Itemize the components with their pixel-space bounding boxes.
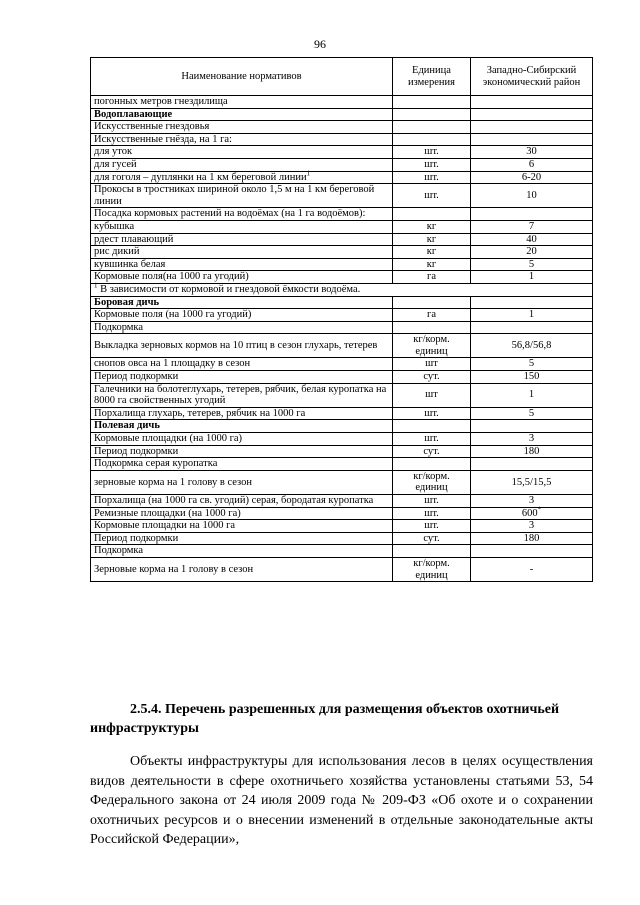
cell-unit: [393, 545, 471, 558]
cell-value-text: 56,8/56,8: [511, 340, 552, 352]
cell-unit: [393, 121, 471, 134]
cell-unit: кг: [393, 233, 471, 246]
cell-name: [91, 233, 393, 246]
cell-value: [471, 532, 593, 545]
cell-unit: кг: [393, 220, 471, 233]
cell-value: [471, 96, 593, 109]
cell-name-text: рдест плавающий: [94, 233, 174, 245]
table-row: [91, 358, 593, 371]
cell-name-text: для гусей: [94, 158, 137, 170]
cell-unit: шт.: [393, 146, 471, 159]
cell-value-text: 30: [526, 146, 537, 158]
cell-unit: [393, 133, 471, 146]
footnote-cell: [91, 283, 593, 296]
table-row: [91, 470, 593, 494]
cell-value-text: 150: [523, 371, 540, 383]
cell-value: [471, 458, 593, 471]
cell-name: [91, 296, 393, 309]
cell-name-text: Боровая дичь: [94, 296, 160, 308]
cell-name: [91, 458, 393, 471]
cell-value-text: 1: [528, 389, 535, 401]
table-row: [91, 246, 593, 259]
cell-value-text: 6-20: [521, 171, 542, 183]
body-paragraph: Объекты инфраструктуры для использования лесов в целях осуществления видов деятельности в сфере охотничьего хозяйства установлены статьями 53, 54 Федерального закона от 24 июля 2009 года № 209-ФЗ «Об охоте и о сохранении охотничьих ресурсов и о внесении изменений в отдельные законодательные акты Российской Федерации»,: [90, 754, 593, 847]
cell-value: [471, 233, 593, 246]
cell-name: [91, 383, 393, 407]
table-row: [91, 520, 593, 533]
cell-unit: сут.: [393, 532, 471, 545]
table-row: [91, 557, 593, 581]
cell-name: [91, 420, 393, 433]
cell-unit: [393, 208, 471, 221]
cell-value: [471, 358, 593, 371]
cell-name: [91, 246, 393, 259]
cell-value: [471, 507, 593, 520]
table-row: [91, 233, 593, 246]
table-row: [91, 545, 593, 558]
cell-name-text: кувшинка белая: [94, 258, 166, 270]
cell-value-text: 5: [528, 407, 535, 419]
cell-value: [471, 158, 593, 171]
cell-unit: [393, 108, 471, 121]
table-row: [91, 158, 593, 171]
cell-value: [471, 545, 593, 558]
cell-unit: шт: [393, 358, 471, 371]
table-row: [91, 433, 593, 446]
cell-name-text: Прокосы в тростниках шириной около 1,5 м на 1 км береговой линии: [94, 184, 375, 207]
header-region: Западно-Сибирский экономический район: [471, 58, 593, 96]
table-row: [91, 121, 593, 134]
cell-name: [91, 433, 393, 446]
cell-name-text: Посадка кормовых растений на водоёмах (на 1 га водоёмов):: [94, 208, 366, 220]
cell-value: [471, 371, 593, 384]
header-unit: Единица измерения: [393, 58, 471, 96]
cell-value: [471, 146, 593, 159]
cell-value-text: 180: [523, 532, 540, 544]
cell-value-text: 5: [528, 258, 535, 270]
footnote-text: В зависимости от кормовой и гнездовой ёмкости водоёма.: [100, 283, 361, 295]
cell-value: [471, 433, 593, 446]
table-row: [91, 258, 593, 271]
cell-value-text: 180: [523, 445, 540, 457]
cell-value-text: 3: [528, 433, 535, 445]
cell-unit: шт.: [393, 507, 471, 520]
cell-value: [471, 557, 593, 581]
cell-value: [471, 420, 593, 433]
value-footnote-mark: *: [537, 505, 542, 514]
cell-unit: га: [393, 309, 471, 322]
cell-unit: кг: [393, 258, 471, 271]
table-row: [91, 283, 593, 296]
table-row: [91, 507, 593, 520]
cell-value: [471, 258, 593, 271]
cell-value-text: 6: [528, 158, 535, 170]
section-heading: 2.5.4. Перечень разрешенных для размещения объектов охотничьей инфраструктуры: [90, 702, 560, 736]
table-header-row: [91, 58, 593, 96]
cell-value: [471, 133, 593, 146]
cell-name: [91, 133, 393, 146]
footnote-mark: 1: [94, 281, 98, 290]
table-row: [91, 383, 593, 407]
cell-name: [91, 96, 393, 109]
cell-unit: шт.: [393, 171, 471, 184]
cell-name: [91, 108, 393, 121]
table-row: [91, 146, 593, 159]
table-row: [91, 495, 593, 508]
cell-name: [91, 371, 393, 384]
cell-name: [91, 121, 393, 134]
cell-name-text: Порхалища глухарь, тетерев, рябчик на 1000 га: [94, 407, 306, 419]
table-row: [91, 108, 593, 121]
cell-value: [471, 383, 593, 407]
cell-unit: шт.: [393, 184, 471, 208]
cell-name: [91, 220, 393, 233]
cell-name-text: Порхалища (на 1000 га св. угодий) серая, бородатая куропатка: [94, 495, 374, 506]
cell-name-text: для уток: [94, 146, 133, 158]
cell-name: [91, 271, 393, 284]
cell-name-text: Период подкормки: [94, 445, 179, 457]
cell-name: [91, 495, 393, 508]
cell-unit: кг/корм. единиц: [393, 470, 471, 494]
cell-name: [91, 208, 393, 221]
cell-name: [91, 557, 393, 581]
cell-name: [91, 258, 393, 271]
cell-value-text: 40: [526, 233, 537, 245]
table-row: [91, 133, 593, 146]
cell-value: [471, 321, 593, 334]
cell-unit: кг/корм. единиц: [393, 557, 471, 581]
cell-value-text: 1: [528, 309, 535, 321]
cell-unit: шт.: [393, 407, 471, 420]
cell-value: [471, 171, 593, 184]
table-row: [91, 184, 593, 208]
cell-name: [91, 545, 393, 558]
table-row: [91, 334, 593, 358]
cell-value-text: 5: [528, 358, 535, 370]
cell-name: [91, 445, 393, 458]
table-body: [91, 96, 593, 582]
cell-value: [471, 495, 593, 508]
cell-value: [471, 407, 593, 420]
cell-value-text: -: [529, 563, 534, 575]
cell-name-text: Кормовые площадки на 1000 га: [94, 520, 236, 532]
cell-name: [91, 321, 393, 334]
table-row: [91, 96, 593, 109]
cell-value: [471, 121, 593, 134]
cell-name-text: Водоплавающие: [94, 108, 173, 120]
cell-name: [91, 532, 393, 545]
cell-name-text: снопов овса на 1 площадку в сезон: [94, 358, 251, 370]
table-row: [91, 532, 593, 545]
cell-unit: шт.: [393, 495, 471, 508]
cell-value-text: 15,5/15,5: [511, 476, 552, 488]
cell-name-text: Кормовые площадки (на 1000 га): [94, 433, 243, 445]
cell-name-text: Период подкормки: [94, 371, 179, 383]
table-row: [91, 321, 593, 334]
cell-name-text: Ремизные площадки (на 1000 га): [94, 507, 241, 519]
footnote-ref: 1: [306, 169, 311, 178]
cell-value: [471, 246, 593, 259]
cell-value: [471, 208, 593, 221]
cell-unit: кг/корм. единиц: [393, 334, 471, 358]
table-row: [91, 296, 593, 309]
cell-value: [471, 470, 593, 494]
cell-value-text: 7: [528, 220, 535, 232]
cell-name: [91, 520, 393, 533]
cell-name-text: Зерновые корма на 1 голову в сезон: [94, 563, 254, 575]
cell-name-text: кубышка: [94, 220, 135, 232]
cell-unit: [393, 420, 471, 433]
table-row: [91, 458, 593, 471]
cell-name-text: Искусственные гнёзда, на 1 га:: [94, 133, 232, 145]
cell-value: [471, 108, 593, 121]
cell-name-text: рис дикий: [94, 246, 140, 258]
norms-table: [90, 57, 593, 582]
cell-name: [91, 507, 393, 520]
table-row: [91, 171, 593, 184]
cell-unit: [393, 296, 471, 309]
cell-name-text: погонных метров гнездилища: [94, 96, 228, 107]
cell-value: [471, 520, 593, 533]
cell-unit: [393, 458, 471, 471]
cell-name-text: Галечники на болотеглухарь, тетерев, рябчик, белая куропатка на 8000 га свойственных угодий: [94, 383, 387, 407]
cell-name-text: Кормовые поля(на 1000 га угодий): [94, 271, 249, 283]
cell-unit: шт.: [393, 158, 471, 171]
cell-name: [91, 171, 393, 184]
cell-value: [471, 309, 593, 322]
table-row: [91, 407, 593, 420]
cell-name: [91, 309, 393, 322]
cell-unit: [393, 96, 471, 109]
cell-value: [471, 220, 593, 233]
cell-name-text: Полевая дичь: [94, 420, 160, 432]
table-row: [91, 445, 593, 458]
cell-unit: шт.: [393, 433, 471, 446]
cell-name-text: Подкормка серая куропатка: [94, 458, 218, 470]
cell-unit: [393, 321, 471, 334]
cell-unit: сут.: [393, 371, 471, 384]
cell-value-text: 3: [528, 495, 535, 506]
cell-name: [91, 146, 393, 159]
cell-value-text: 10: [526, 189, 537, 201]
cell-unit: шт.: [393, 520, 471, 533]
cell-value-text: 20: [526, 246, 537, 258]
cell-name: [91, 407, 393, 420]
cell-value: [471, 184, 593, 208]
cell-name: [91, 334, 393, 358]
cell-value-text: 1: [528, 271, 535, 283]
table-row: [91, 208, 593, 221]
cell-name-text: для гоголя – дуплянки на 1 км береговой линии: [94, 171, 307, 183]
cell-unit: га: [393, 271, 471, 284]
cell-name: [91, 158, 393, 171]
cell-name: [91, 470, 393, 494]
header-name: Наименование нормативов: [91, 58, 393, 96]
table-row: [91, 220, 593, 233]
table-row: [91, 271, 593, 284]
cell-unit: сут.: [393, 445, 471, 458]
cell-name-text: Период подкормки: [94, 532, 179, 544]
cell-name: [91, 358, 393, 371]
cell-name-text: Подкормка: [94, 545, 144, 557]
cell-unit: шт: [393, 383, 471, 407]
cell-value: [471, 445, 593, 458]
cell-name-text: Кормовые поля (на 1000 га угодий): [94, 309, 252, 321]
cell-value-text: 600: [521, 507, 538, 519]
cell-name-text: Выкладка зерновых кормов на 10 птиц в сезон глухарь, тетерев: [94, 340, 378, 352]
cell-value: [471, 334, 593, 358]
cell-unit: кг: [393, 246, 471, 259]
table-row: [91, 371, 593, 384]
cell-name: [91, 184, 393, 208]
page-number: 96: [314, 37, 326, 51]
cell-name-text: Подкормка: [94, 321, 144, 333]
cell-value: [471, 271, 593, 284]
table-row: [91, 309, 593, 322]
cell-name-text: зерновые корма на 1 голову в сезон: [94, 476, 253, 488]
cell-value-text: 3: [528, 520, 535, 532]
table-row: [91, 420, 593, 433]
cell-value: [471, 296, 593, 309]
cell-name-text: Искусственные гнездовья: [94, 121, 210, 133]
